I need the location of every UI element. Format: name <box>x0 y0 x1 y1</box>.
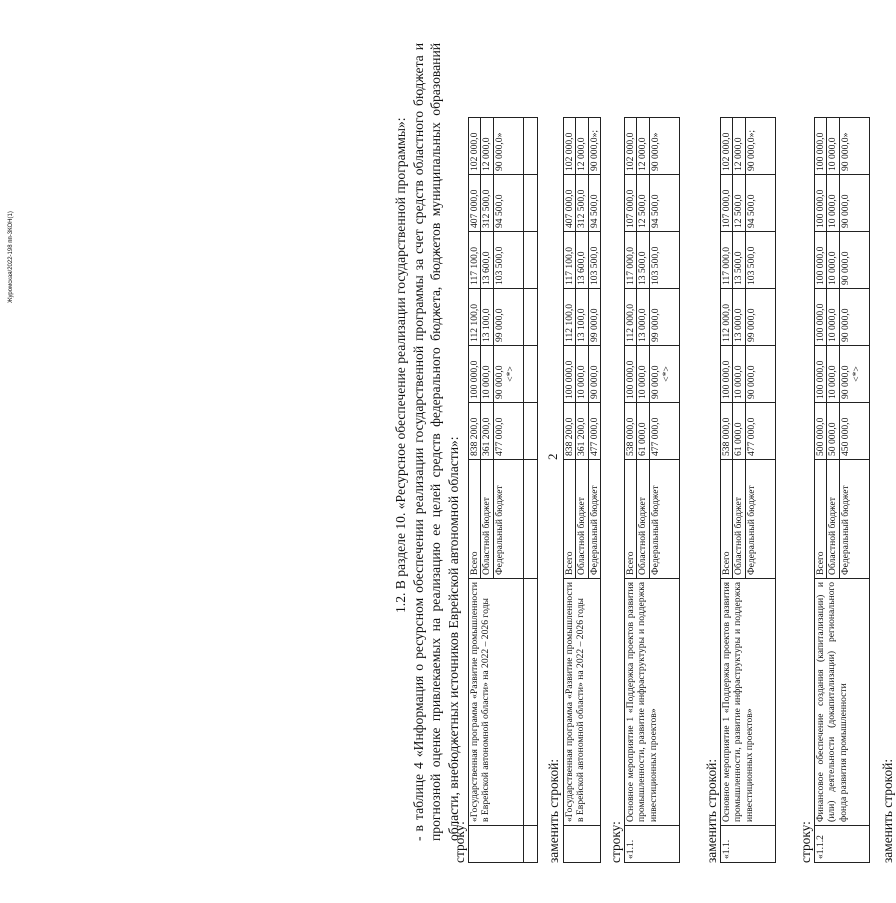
label-zamenit: заменить строкой: <box>546 758 561 863</box>
document-code: Журомская/2022-198 пп-3КОН(1) <box>8 211 14 303</box>
value-cell: 94 500,0 <box>493 175 523 232</box>
source-cell: Федеральный бюджет <box>839 460 869 579</box>
value-cell: 112 100,0 <box>564 289 576 346</box>
source-cell: Всего <box>564 460 576 579</box>
intro-text <box>392 43 462 863</box>
row-name-cell: «Государственная программа «Развитие промышленности в Еврейской автономной области» на 2022 – 2026 годы <box>564 579 601 826</box>
value-cell: 94 500,0 <box>745 175 775 232</box>
value-cell: 10 000,0 <box>637 346 649 403</box>
value-cell: 13 600,0 <box>576 232 588 289</box>
value-text: 90 000,0 <box>493 365 505 399</box>
table-new-program <box>563 117 601 863</box>
row-number-cell: «1.1. <box>625 826 680 863</box>
value-cell: 838 200,0 <box>564 403 576 460</box>
source-cell: Федеральный бюджет <box>649 460 679 579</box>
source-cell: Федеральный бюджет <box>493 460 523 579</box>
value-cell: 90 000,0» <box>493 118 523 175</box>
value-cell: 103 500,0 <box>588 232 600 289</box>
empty-cell <box>523 232 537 289</box>
value-cell: 100 000,0 <box>815 175 827 232</box>
row-number-cell: «1.1.2 <box>815 826 870 863</box>
value-cell: 10 000,0 <box>827 232 839 289</box>
source-cell: Всего <box>469 460 481 579</box>
value-cell: 90 000,0» <box>839 118 869 175</box>
value-cell: 12 500,0 <box>733 175 745 232</box>
value-cell: 12 000,0 <box>481 118 493 175</box>
row-number-cell <box>564 826 601 863</box>
value-cell: 13 100,0 <box>481 289 493 346</box>
value-cell: 61 000,0 <box>637 403 649 460</box>
value-cell: 477 000,0 <box>493 403 523 460</box>
footnote-mark: <*> <box>504 366 516 382</box>
value-cell: 50 000,0 <box>827 403 839 460</box>
value-cell: 103 500,0 <box>649 232 679 289</box>
value-cell: 90 000,0» <box>649 118 679 175</box>
value-cell: 361 200,0 <box>481 403 493 460</box>
source-cell: Областной бюджет <box>733 460 745 579</box>
row-name-cell: Финансовое обеспечение создания (капитализации) и (или) деятельности (докапитализации) регионального фонда развития промышленности <box>815 579 870 826</box>
value-cell: 102 000,0 <box>469 118 481 175</box>
source-cell: Федеральный бюджет <box>745 460 775 579</box>
value-cell: 100 000,0 <box>721 346 733 403</box>
value-cell: 477 000,0 <box>588 403 600 460</box>
value-cell: 450 000,0 <box>839 403 869 460</box>
value-cell: 100 000,0 <box>815 346 827 403</box>
label-zamenit: заменить строкой: <box>880 758 895 863</box>
value-cell: 100 000,0 <box>564 346 576 403</box>
value-cell: 99 000,0 <box>649 289 679 346</box>
value-cell: 103 500,0 <box>745 232 775 289</box>
value-cell: 10 000,0 <box>481 346 493 403</box>
value-cell: 13 500,0 <box>733 232 745 289</box>
label-stroku: строку: <box>452 821 467 863</box>
value-cell: 90 000,0»; <box>588 118 600 175</box>
value-cell: 100 000,0 <box>625 346 637 403</box>
value-cell: 12 000,0 <box>576 118 588 175</box>
source-cell: Областной бюджет <box>637 460 649 579</box>
value-cell: 107 000,0 <box>625 175 637 232</box>
value-cell: 103 500,0 <box>493 232 523 289</box>
source-cell: Федеральный бюджет <box>588 460 600 579</box>
table-old-program <box>468 117 538 863</box>
page-number: 2 <box>545 453 560 460</box>
value-cell: 312 500,0 <box>481 175 493 232</box>
source-cell: Областной бюджет <box>827 460 839 579</box>
intro-paragraph-2: - в таблице 4 «Информация о ресурсном обеспечении реализации государственной программы за счет средств областного бюджета и прогнозной оценке привлекаемых на реализацию ее целей средств федерального бюджета, бюджетов муниципальных образований области, внебюджетных источников Еврейской автономной области»: <box>410 43 461 841</box>
value-cell: 13 500,0 <box>637 232 649 289</box>
value-cell: 102 000,0 <box>564 118 576 175</box>
footnote-mark: <*> <box>850 366 862 382</box>
value-cell: 500 000,0 <box>815 403 827 460</box>
empty-cell <box>523 346 537 403</box>
value-cell: 99 000,0 <box>588 289 600 346</box>
value-cell: 407 000,0 <box>469 175 481 232</box>
table-old-measure-1-1 <box>624 117 680 863</box>
value-cell: 107 000,0 <box>721 175 733 232</box>
row-name-cell: «Государственная программа «Развитие промышленности в Еврейской автономной области» на 2022 – 2026 годы <box>469 579 524 826</box>
value-text: 90 000,0 <box>649 365 661 399</box>
source-cell: Всего <box>815 460 827 579</box>
value-cell: 13 000,0 <box>637 289 649 346</box>
label-stroku: строку: <box>798 821 813 863</box>
value-cell: 407 000,0 <box>564 175 576 232</box>
value-cell <box>493 346 523 403</box>
empty-cell <box>523 289 537 346</box>
value-cell: 90 000,0»; <box>745 118 775 175</box>
value-cell: 117 000,0 <box>625 232 637 289</box>
label-zamenit: заменить строкой: <box>704 758 719 863</box>
value-cell: 538 000,0 <box>721 403 733 460</box>
value-cell: 10 000,0 <box>827 289 839 346</box>
value-cell: 99 000,0 <box>493 289 523 346</box>
row-name-cell: Основное мероприятие 1 «Поддержка проектов развития промышленности, развитие инфраструктуры и поддержка инвестиционных проектов» <box>721 579 776 826</box>
value-cell: 90 000,0 <box>839 289 869 346</box>
row-number-cell <box>469 826 524 863</box>
table-new-measure-1-1 <box>720 117 776 863</box>
value-cell: 12 500,0 <box>637 175 649 232</box>
source-cell: Областной бюджет <box>481 460 493 579</box>
value-cell: 838 200,0 <box>469 403 481 460</box>
value-cell: 13 100,0 <box>576 289 588 346</box>
value-cell: 102 000,0 <box>721 118 733 175</box>
value-cell: 99 000,0 <box>745 289 775 346</box>
footnote-mark: <*> <box>660 366 672 382</box>
label-stroku: строку: <box>608 821 623 863</box>
empty-cell <box>523 460 537 579</box>
value-cell: 90 000,0 <box>839 232 869 289</box>
value-cell: 13 600,0 <box>481 232 493 289</box>
value-cell: 361 200,0 <box>576 403 588 460</box>
value-cell: 94 500,0 <box>588 175 600 232</box>
value-cell: 117 100,0 <box>469 232 481 289</box>
value-cell: 100 000,0 <box>815 232 827 289</box>
value-cell: 12 000,0 <box>733 118 745 175</box>
value-cell: 12 000,0 <box>637 118 649 175</box>
value-cell: 10 000,0 <box>827 175 839 232</box>
row-number-cell: «1.1. <box>721 826 776 863</box>
value-cell: 100 000,0 <box>815 118 827 175</box>
value-text: 90 000,0 <box>839 365 851 399</box>
value-cell: 117 100,0 <box>564 232 576 289</box>
source-cell: Областной бюджет <box>576 460 588 579</box>
value-cell: 13 000,0 <box>733 289 745 346</box>
empty-cell <box>523 826 537 863</box>
value-cell: 112 100,0 <box>469 289 481 346</box>
value-cell: 10 000,0 <box>827 118 839 175</box>
value-cell: 477 000,0 <box>745 403 775 460</box>
value-cell: 90 000,0 <box>745 346 775 403</box>
value-cell: 538 000,0 <box>625 403 637 460</box>
table-old-measure-1-1-2 <box>814 117 870 863</box>
value-cell: 10 000,0 <box>827 346 839 403</box>
value-cell: 312 500,0 <box>576 175 588 232</box>
empty-cell <box>523 403 537 460</box>
intro-paragraph-1: 1.2. В разделе 10. «Ресурсное обеспечение реализации государственной программы»: <box>393 117 408 613</box>
value-cell: 10 000,0 <box>733 346 745 403</box>
value-cell: 90 000,0 <box>839 175 869 232</box>
row-name-cell: Основное мероприятие 1 «Поддержка проектов развития промышленности, развитие инфраструктуры и поддержка инвестиционных проектов» <box>625 579 680 826</box>
value-cell: 477 000,0 <box>649 403 679 460</box>
value-cell: 112 000,0 <box>625 289 637 346</box>
value-cell <box>839 346 869 403</box>
value-cell: 94 500,0 <box>649 175 679 232</box>
value-cell: 112 000,0 <box>721 289 733 346</box>
value-cell: 100 000,0 <box>815 289 827 346</box>
empty-cell <box>523 579 537 826</box>
empty-cell <box>523 118 537 175</box>
value-cell: 90 000,0 <box>588 346 600 403</box>
source-cell: Всего <box>721 460 733 579</box>
value-cell: 102 000,0 <box>625 118 637 175</box>
value-cell <box>649 346 679 403</box>
value-cell: 100 000,0 <box>469 346 481 403</box>
empty-cell <box>523 175 537 232</box>
value-cell: 117 000,0 <box>721 232 733 289</box>
source-cell: Всего <box>625 460 637 579</box>
value-cell: 10 000,0 <box>576 346 588 403</box>
value-cell: 61 000,0 <box>733 403 745 460</box>
